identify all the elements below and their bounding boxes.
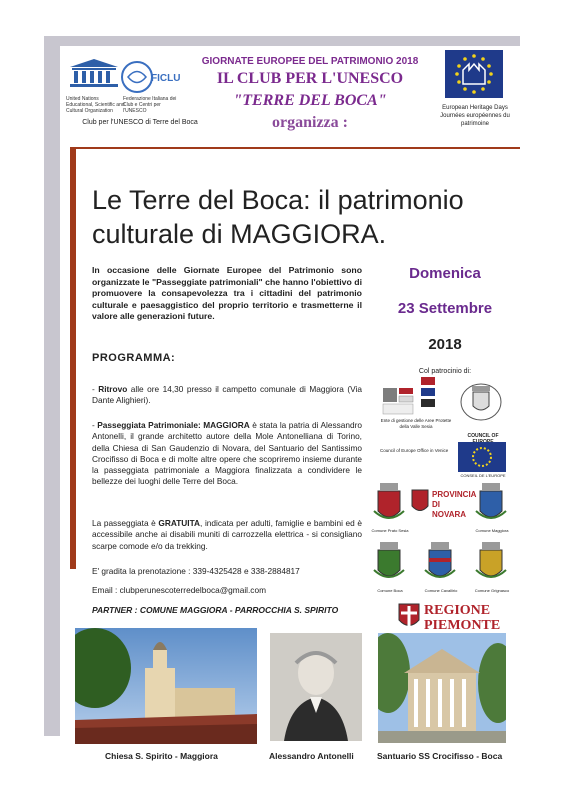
unesco-text: United Nations Educational, Scientific and Cultural Organization [66,96,125,114]
date-weekday: Domenica [409,265,481,282]
club-name: Club per l'UNESCO di Terre del Boca [82,119,198,126]
comune2-label: Comune Maggiora [475,528,509,533]
ehd-line-en: European Heritage Days [442,105,508,111]
partner-line: PARTNER : COMUNE MAGGIORA - PARROCCHIA S. SPIRITO [92,605,339,615]
comune-maggiora-crest-icon [474,481,508,527]
comune5-label: Comune Grignasco [474,588,510,593]
comune-boca-crest-icon [372,540,406,586]
provincia-novara-crest-icon [410,488,430,516]
ritrovo-label: Ritrovo [98,384,128,394]
ficlu-logo-icon [120,60,154,94]
passeggiata-text: è stata la patria di Alessandro Antonelli, il grande architetto autore della Mole Antonelliana di Torino, della Chiesa di San Gaudenzio di Novara, del Santuario del Santissimo Crocifisso di Boca e di molte altre opere che scopriremo insieme durante la passeggiata patrimoniale a Maggiora finalizzata a condividere le bellezze dei luoghi delle Terre del Boca. [92,420,362,487]
comune3-label: Comune Boca [377,588,403,593]
ente-parco-logo-icon [382,386,416,416]
passeggiata-label: Passeggiata Patrimoniale: MAGGIORA [97,420,250,430]
caption-chiesa: Chiesa S. Spirito - Maggiora [105,751,218,761]
left-frame-bar [44,46,60,736]
intro-paragraph: In occasione delle Giornate Europee del Patrimonio sono organizzate le "Passeggiate patrimoniali" che hanno l'obiettivo di promuovere la consapevolezza tra i cittadini del patrimonio culturale e paesaggistico del proprio territorio e trasmetterne il valore alle generazioni future. [92,265,362,321]
photo-alessandro-antonelli [270,633,362,741]
comune1-label: Comune Prato Sesia [371,528,409,533]
council-office-text: Council of Europe Office in Venice [380,448,449,453]
programma-heading: PROGRAMMA: [92,352,176,364]
header-line-organizza: organizza : [272,114,348,131]
header-line-terre: "TERRE DEL BOCA" [233,92,387,109]
comune-cavallirio-crest-icon [423,540,457,586]
comune4-label: Comune Cavallirio [424,588,458,593]
program-item-ritrovo: - Ritrovo alle ore 14,30 presso il campetto comunale di Maggiora (Via Dante Alighieri). [92,384,362,406]
photo-santuario-boca [378,633,506,743]
patrocinio-label: Col patrocinio di: [418,368,472,375]
ritrovo-text: alle ore 14,30 presso il campetto comunale di Maggiora (Via Dante Alighieri). [92,384,362,406]
caption-santuario: Santuario SS Crocifisso - Boca [377,751,503,761]
council-label: COUNCIL OF [467,433,499,439]
provincia-label: PROVINCIA DI NOVARA [432,490,477,519]
header-line-club: IL CLUB PER L'UNESCO [216,70,404,87]
photo-chiesa-santo-spirito [75,628,257,744]
booking-email[interactable]: Email : clubperunescoterredelboca@gmail.com [92,585,266,595]
header-divider [70,147,520,149]
comune-grignasco-crest-icon [474,540,508,586]
conseil-label: CONSEIL DE L'EUROPE [460,473,506,478]
free-bold: GRATUITA [158,518,201,528]
unesco-logo-icon [66,58,122,88]
parco-icons [420,376,436,410]
ficlu-label: FICLU [151,73,181,84]
ehd-caption [430,104,520,128]
free-text-b: , indicata per adulti, famiglie e bambini ed è accessibile anche ai disabili muniti di carrozzella elettrica - si consigliano scarpe comode e/o da trekking. [92,518,362,551]
free-text-a: La passeggiata è [92,518,159,528]
top-frame-bar [44,36,520,46]
date-daymonth: 23 Settembre [397,300,493,317]
ehd-line-fr: Journées européennes du patrimoine [440,113,510,127]
date-year: 2018 [428,336,462,353]
ficlu-text: Federazione Italiana dei Club e Centri per l'UNESCO [123,96,177,114]
regione-label: REGIONE PIEMONTE [424,603,501,633]
european-heritage-days-logo-icon [445,50,503,98]
program-item-passeggiata: - Passeggiata Patrimoniale: MAGGIORA è stata la patria di Alessandro Antonelli, il grande architetto autore della Mole Antonelliana di Torino, della Chiesa di San Gaudenzio di Novara, del Santuario del Santissimo Crocifisso di Boca e di molte altre opere che scopriremo insieme durante la passeggiata patrimoniale a Maggiora finalizzata a condividere le bellezze dei luoghi delle Terre del Boca. [92,420,362,487]
coat-of-arms-icon [458,378,504,424]
caption-antonelli: Alessandro Antonelli [269,751,354,761]
ente-caption: Ente di gestione delle Aree Protette della Valle Sesia [380,418,452,429]
comune-prato-sesia-crest-icon [372,481,406,527]
council-of-europe-logo-icon [458,442,506,472]
regione-piemonte-crest-icon [397,602,421,632]
header-line-event: GIORNATE EUROPEE DEL PATRIMONIO 2018 [201,56,419,67]
content-side-bar [70,149,76,569]
booking-phone: E' gradita la prenotazione : 339-4325428 e 338-2884817 [92,566,300,576]
free-info [92,518,362,552]
page-title: Le Terre del Boca: il patrimonio culturale di MAGGIORA. [92,185,464,249]
